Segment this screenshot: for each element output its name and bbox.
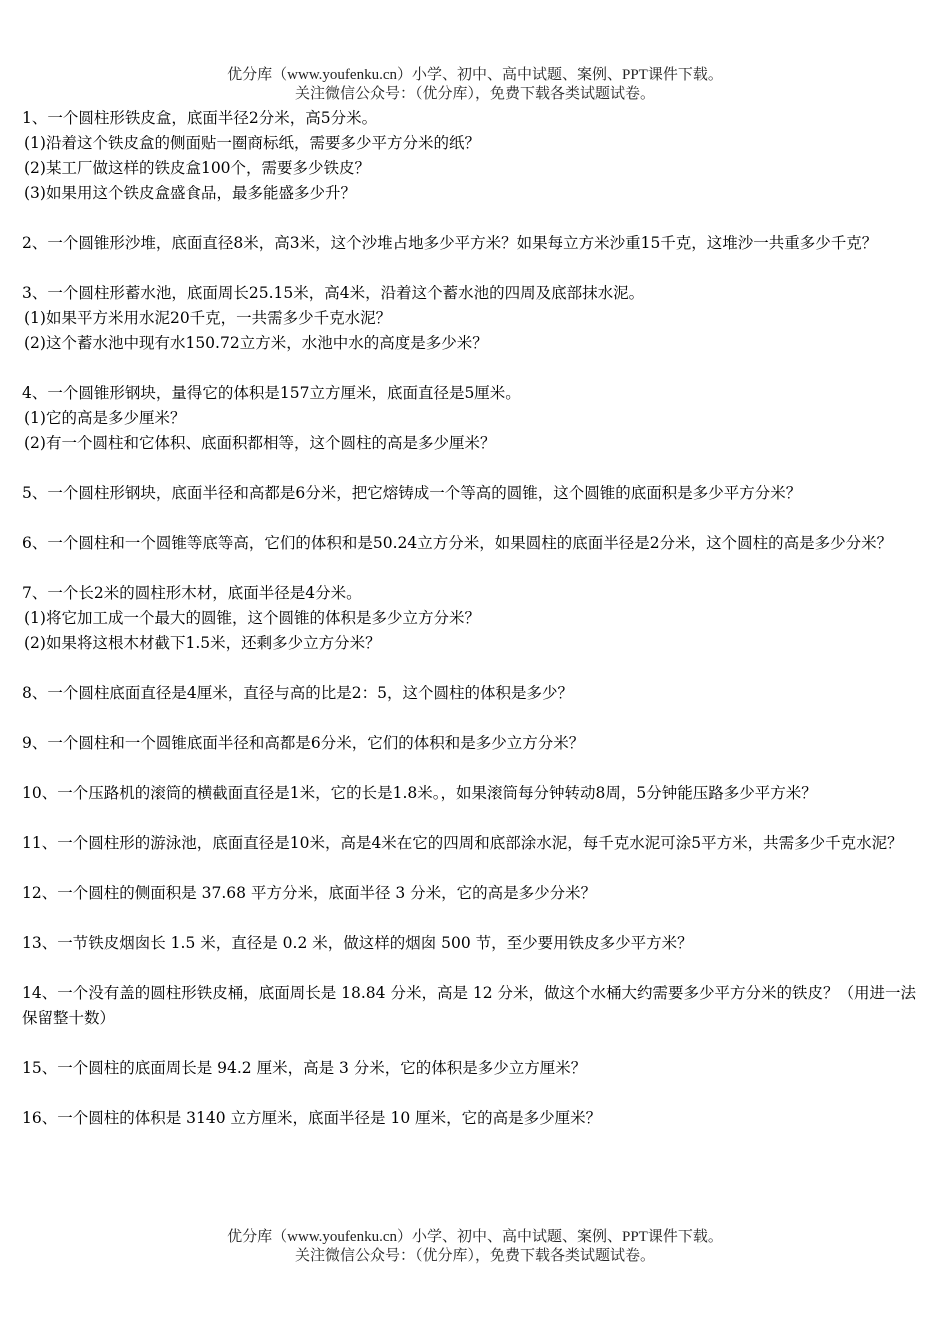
page-footer: [0, 1228, 950, 1266]
question-item: [22, 881, 928, 906]
question-text: 3、一个圆柱形蓄水池，底面周长25.15米，高4米，沿着这个蓄水池的四周及底部抹水泥。: [22, 284, 645, 302]
sub-question-text: (1)如果平方米用水泥20千克，一共需多少千克水泥？: [24, 309, 392, 327]
header-line-1: 优分库（www.youfenku.cn）小学、初中、高中试题、案例、PPT课件下载。: [227, 67, 723, 83]
question-item: [22, 531, 928, 556]
question-item: [22, 481, 928, 506]
question-text: 15、一个圆柱的底面周长是 94.2 厘米，高是 3 分米，它的体积是多少立方厘米？: [22, 1059, 587, 1077]
question-item: [22, 381, 928, 456]
question-item: [22, 731, 928, 756]
question-text: 2、一个圆锥形沙堆，底面直径8米，高3米，这个沙堆占地多少平方米？如果每立方米沙重15千克，这堆沙一共重多少千克？: [22, 234, 878, 252]
question-list: [22, 106, 928, 1156]
question-text: 16、一个圆柱的体积是 3140 立方厘米，底面半径是 10 厘米，它的高是多少厘米？: [22, 1109, 602, 1127]
question-text: 4、一个圆锥形钢块，量得它的体积是157立方厘米，底面直径是5厘米。: [22, 384, 521, 402]
question-text: 6、一个圆柱和一个圆锥等底等高，它们的体积和是50.24立方分米，如果圆柱的底面半径是2分米，这个圆柱的高是多少分米？: [22, 534, 893, 552]
sub-question-text: (3)如果用这个铁皮盒盛食品，最多能盛多少升？: [24, 184, 356, 202]
question-item: [22, 581, 928, 656]
question-text: 9、一个圆柱和一个圆锥底面半径和高都是6分米，它们的体积和是多少立方分米？: [22, 734, 585, 752]
question-text: 10、一个压路机的滚筒的横截面直径是1米，它的长是1.8米。，如果滚筒每分钟转动8周，5分钟能压路多少平方米？: [22, 784, 817, 802]
sub-question-text: (2)某工厂做这样的铁皮盒100个，需要多少铁皮？: [24, 159, 371, 177]
page-header: [0, 66, 950, 104]
footer-line-2: 关注微信公众号：（优分库），免费下载各类试题试卷。: [294, 1248, 655, 1264]
footer-line-1: 优分库（www.youfenku.cn）小学、初中、高中试题、案例、PPT课件下载。: [227, 1229, 723, 1245]
question-text: 7、一个长2米的圆柱形木材，底面半径是4分米。: [22, 584, 362, 602]
question-item: [22, 781, 928, 806]
question-item: [22, 106, 928, 206]
question-item: [22, 681, 928, 706]
question-text: 1、一个圆柱形铁皮盒，底面半径2分米，高5分米。: [22, 109, 378, 127]
sub-question-text: (2)如果将这根木材截下1.5米，还剩多少立方分米？: [24, 634, 381, 652]
question-item: [22, 931, 928, 956]
question-item: [22, 1106, 928, 1131]
sub-question-text: (2)有一个圆柱和它体积、底面积都相等，这个圆柱的高是多少厘米？: [24, 434, 496, 452]
question-item: [22, 231, 928, 256]
header-line-2: 关注微信公众号：（优分库），免费下载各类试题试卷。: [294, 86, 655, 102]
sub-question-text: (1)沿着这个铁皮盒的侧面贴一圈商标纸，需要多少平方分米的纸？: [24, 134, 480, 152]
question-item: [22, 1056, 928, 1081]
question-text: 14、一个没有盖的圆柱形铁皮桶，底面周长是 18.84 分米，高是 12 分米，做这个水桶大约需要多少平方分米的铁皮？（用进一法保留整十数）: [22, 984, 917, 1027]
question-text: 5、一个圆柱形钢块，底面半径和高都是6分米，把它熔铸成一个等高的圆锥，这个圆锥的底面积是多少平方分米？: [22, 484, 802, 502]
question-text: 13、一节铁皮烟囱长 1.5 米，直径是 0.2 米，做这样的烟囱 500 节，至少要用铁皮多少平方米？: [22, 934, 693, 952]
sub-question-text: (1)它的高是多少厘米？: [24, 409, 186, 427]
question-text: 12、一个圆柱的侧面积是 37.68 平方分米，底面半径 3 分米，它的高是多少分米？: [22, 884, 597, 902]
question-text: 8、一个圆柱底面直径是4厘米，直径与高的比是2：5，这个圆柱的体积是多少？: [22, 684, 573, 702]
question-text: 11、一个圆柱形的游泳池，底面直径是10米，高是4米在它的四周和底部涂水泥，每千克水泥可涂5平方米，共需多少千克水泥？: [22, 834, 903, 852]
question-item: [22, 831, 928, 856]
sub-question-text: (1)将它加工成一个最大的圆锥，这个圆锥的体积是多少立方分米？: [24, 609, 480, 627]
sub-question-text: (2)这个蓄水池中现有水150.72立方米，水池中水的高度是多少米？: [24, 334, 488, 352]
question-item: [22, 281, 928, 356]
question-item: [22, 981, 928, 1031]
